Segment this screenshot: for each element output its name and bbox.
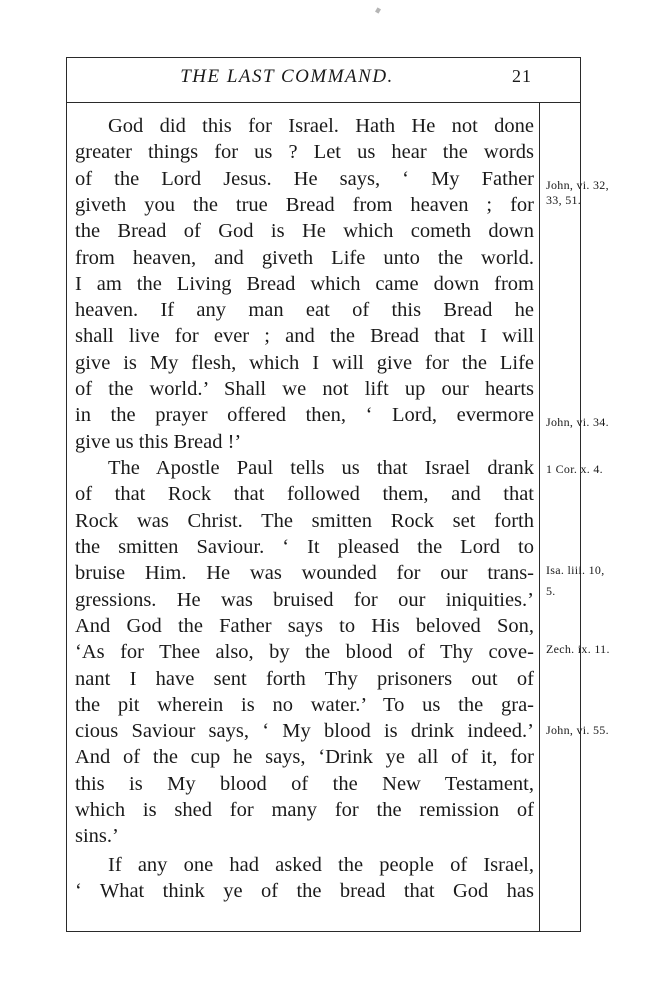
text-line: And of the cup he says, ‘Drink ye all of it, for	[75, 746, 534, 768]
text-line: bruise Him. He was wounded for our trans-	[75, 562, 534, 584]
text-line: And God the Father says to His beloved Son,	[75, 615, 534, 637]
text-line: the Bread of God is He which cometh down	[75, 220, 534, 242]
text-line: of that Rock that followed them, and that	[75, 483, 534, 505]
text-line: ‘ What think ye of the bread that God has	[75, 880, 534, 902]
text-line: this is My blood of the New Testament,	[75, 773, 534, 795]
running-title: THE LAST COMMAND.	[180, 66, 394, 87]
text-line: from heaven, and giveth Life unto the world.	[75, 247, 534, 269]
margin-note: John, vi. 34.	[546, 415, 609, 429]
text-line: heaven. If any man eat of this Bread he	[75, 299, 534, 321]
text-line: of the world.’ Shall we not lift up our hearts	[75, 378, 534, 400]
page-number: 21	[512, 66, 532, 86]
text-line: give us this Bread !’	[75, 431, 242, 453]
text-line: the smitten Saviour. ‘ It pleased the Lord to	[75, 536, 534, 558]
margin-note: 5.	[546, 584, 556, 598]
text-line: I am the Living Bread which came down from	[75, 273, 534, 295]
text-line: greater things for us ? Let us hear the words	[75, 141, 534, 163]
header-rule	[66, 102, 581, 103]
text-line: God did this for Israel. Hath He not done	[108, 115, 534, 137]
text-line: the pit wherein is no water.’ To us the gra-	[75, 694, 534, 716]
text-line: cious Saviour says, ‘ My blood is drink indeed.’	[75, 720, 534, 742]
text-line: of the Lord Jesus. He says, ‘ My Father	[75, 168, 534, 190]
text-line: gressions. He was bruised for our iniquities.’	[75, 589, 534, 611]
text-line: in the prayer offered then, ‘ Lord, evermore	[75, 404, 534, 426]
text-line: ‘As for Thee also, by the blood of Thy cove-	[75, 641, 534, 663]
margin-note: Zech. ix. 11.	[546, 642, 610, 656]
margin-note: John, vi. 55.	[546, 723, 609, 737]
paper-speck	[375, 7, 381, 13]
margin-note: Isa. liii. 10,	[546, 563, 605, 577]
text-line: giveth you the true Bread from heaven ; for	[75, 194, 534, 216]
margin-note: John, vi. 32,	[546, 178, 609, 192]
text-line: shall live for ever ; and the Bread that I will	[75, 325, 534, 347]
text-line: give is My flesh, which I will give for the Life	[75, 352, 534, 374]
margin-note: 1 Cor. x. 4.	[546, 462, 603, 476]
margin-column-rule	[539, 102, 540, 932]
text-line: nant I have sent forth Thy prisoners out of	[75, 668, 534, 690]
margin-note: 33, 51.	[546, 193, 582, 207]
text-line: Rock was Christ. The smitten Rock set forth	[75, 510, 534, 532]
text-line: sins.’	[75, 825, 119, 847]
text-line: If any one had asked the people of Israel,	[108, 854, 534, 876]
text-line: which is shed for many for the remission of	[75, 799, 534, 821]
text-line: The Apostle Paul tells us that Israel drank	[108, 457, 534, 479]
